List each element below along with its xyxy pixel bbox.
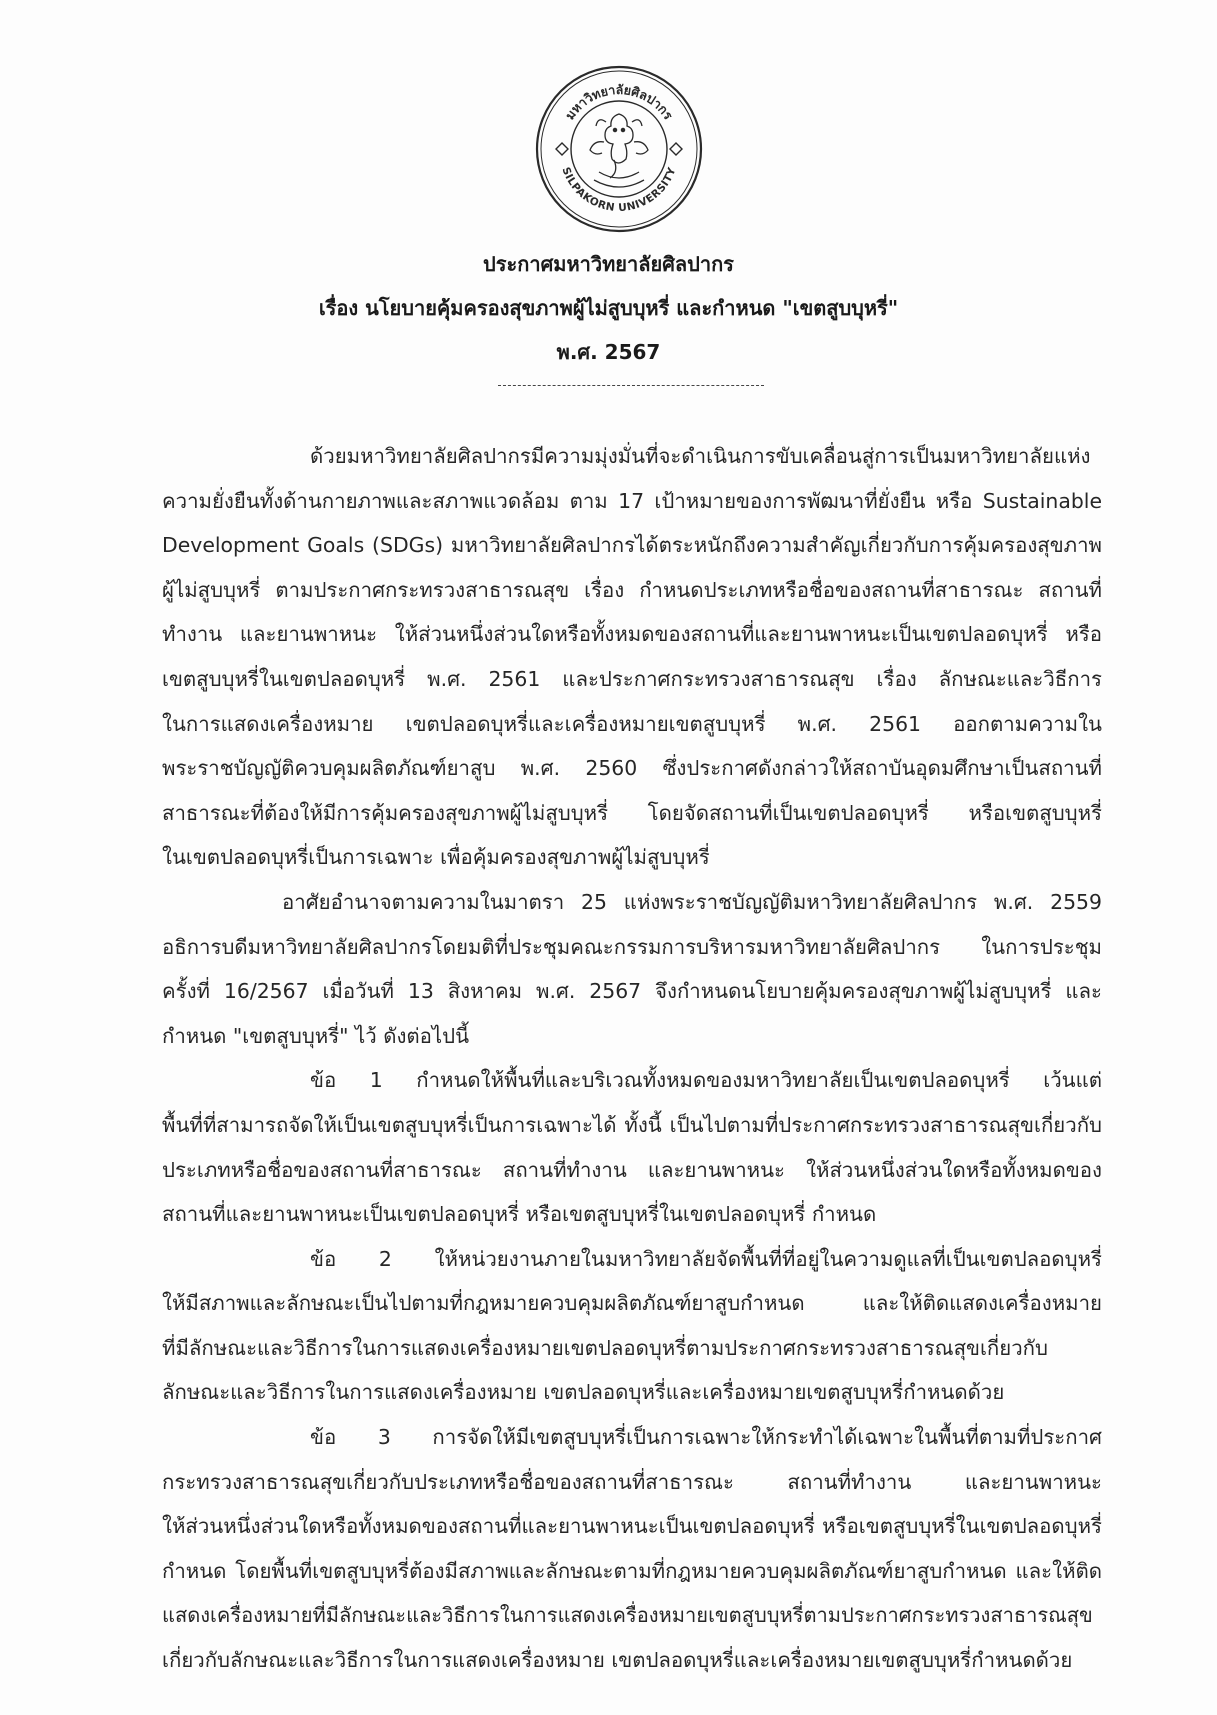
body-line: พื้นที่ที่สามารถจัดให้เป็นเขตสูบบุหรี่เป็นการเฉพาะได้ ทั้งนี้ เป็นไปตามที่ประกาศกระทรวงสาธารณสุขเกี่ยวกับ — [162, 1112, 1102, 1137]
body-line: ในเขตปลอดบุหรี่เป็นการเฉพาะ เพื่อคุ้มครองสุขภาพผู้ไม่สูบบุหรี่ — [162, 845, 710, 870]
svg-text:มหาวิทยาลัยศิลปากร — [562, 82, 676, 123]
body-line: ให้มีสภาพและลักษณะเป็นไปตามที่กฎหมายควบคุมผลิตภัณฑ์ยาสูบกำหนด และให้ติดแสดงเครื่องหมาย — [162, 1291, 1102, 1316]
seal-emblem-icon — [534, 64, 704, 234]
body-line: เขตสูบบุหรี่ในเขตปลอดบุหรี่ พ.ศ. 2561 และประกาศกระทรวงสาธารณสุข เรื่อง ลักษณะและวิธีการ — [162, 666, 1102, 691]
body-line: กระทรวงสาธารณสุขเกี่ยวกับประเภทหรือชื่อของสถานที่สาธารณะ สถานที่ทำงาน และยานพาหนะ — [162, 1469, 1102, 1494]
seal-arc-top-text: มหาวิทยาลัยศิลปากร — [561, 81, 677, 123]
body-line: อาศัยอำนาจตามความในมาตรา 25 แห่งพระราชบัญญัติมหาวิทยาลัยศิลปากร พ.ศ. 2559 — [282, 889, 1102, 914]
body-line: ประเภทหรือชื่อของสถานที่สาธารณะ สถานที่ทำงาน และยานพาหนะ ให้ส่วนหนึ่งส่วนใดหรือทั้งหมดของ — [162, 1157, 1102, 1182]
university-seal-logo — [534, 64, 704, 234]
paragraph-preamble — [162, 434, 1102, 880]
body-line: สถานที่และยานพาหนะเป็นเขตปลอดบุหรี่ หรือเขตสูบบุหรี่ในเขตปลอดบุหรี่ กำหนด — [162, 1202, 877, 1227]
paragraph-clause-3 — [162, 1415, 1102, 1683]
body-line: ด้วยมหาวิทยาลัยศิลปากรมีความมุ่งมั่นที่จะดำเนินการขับเคลื่อนสู่การเป็นมหาวิทยาลัยแห่ง — [310, 444, 1091, 468]
body-line: ลักษณะและวิธีการในการแสดงเครื่องหมาย เขตปลอดบุหรี่และเครื่องหมายเขตสูบบุหรี่กำหนดด้วย — [162, 1380, 1005, 1405]
document-subject: เรื่อง นโยบายคุ้มครองสุขภาพผู้ไม่สูบบุหรี่ และกำหนด "เขตสูบบุหรี่" — [318, 296, 899, 320]
paragraph-authority — [162, 880, 1102, 1058]
seal-arc-bottom-text: SILPAKORN UNIVERSITY — [559, 165, 679, 215]
body-line: Development Goals (SDGs) มหาวิทยาลัยศิลปากรได้ตระหนักถึงความสำคัญเกี่ยวกับการคุ้มครองสุขภาพ — [162, 533, 1102, 558]
body-line: ที่มีลักษณะและวิธีการในการแสดงเครื่องหมายเขตปลอดบุหรี่ตามประกาศกระทรวงสาธารณสุขเกี่ยวกับ — [162, 1335, 1048, 1360]
body-line: ผู้ไม่สูบบุหรี่ ตามประกาศกระทรวงสาธารณสุข เรื่อง กำหนดประเภทหรือชื่อของสถานที่สาธารณะ สถานที่ — [162, 577, 1102, 602]
document-body — [162, 434, 1102, 1683]
body-line: ให้ส่วนหนึ่งส่วนใดหรือทั้งหมดของสถานที่และยานพาหนะเป็นเขตปลอดบุหรี่ หรือเขตสูบบุหรี่ในเขตปลอดบุหรี่ — [162, 1514, 1102, 1539]
body-line: ทำงาน และยานพาหนะ ให้ส่วนหนึ่งส่วนใดหรือทั้งหมดของสถานที่และยานพาหนะเป็นเขตปลอดบุหรี่ หรือ — [162, 622, 1102, 647]
body-line: สาธารณะที่ต้องให้มีการคุ้มครองสุขภาพผู้ไม่สูบบุหรี่ โดยจัดสถานที่เป็นเขตปลอดบุหรี่ หรือเขตสูบบุหรี่ — [162, 800, 1102, 825]
title-divider — [498, 385, 764, 386]
body-line: กำหนด โดยพื้นที่เขตสูบบุหรี่ต้องมีสภาพและลักษณะตามที่กฎหมายควบคุมผลิตภัณฑ์ยาสูบกำหนด และให้ติด — [162, 1558, 1102, 1583]
paragraph-clause-2 — [162, 1237, 1102, 1415]
body-line: ในการแสดงเครื่องหมาย เขตปลอดบุหรี่และเครื่องหมายเขตสูบบุหรี่ พ.ศ. 2561 ออกตามความใน — [162, 711, 1102, 736]
body-line: กำหนด "เขตสูบบุหรี่" ไว้ ดังต่อไปนี้ — [162, 1023, 470, 1048]
body-line: พระราชบัญญัติควบคุมผลิตภัณฑ์ยาสูบ พ.ศ. 2560 ซึ่งประกาศดังกล่าวให้สถาบันอุดมศึกษาเป็นสถานที่ — [162, 756, 1102, 781]
document-year: พ.ศ. 2567 — [556, 340, 661, 364]
body-line: ข้อ 3 การจัดให้มีเขตสูบบุหรี่เป็นการเฉพาะให้กระทำได้เฉพาะในพื้นที่ตามที่ประกาศ — [310, 1425, 1102, 1450]
body-line: ข้อ 2 ให้หน่วยงานภายในมหาวิทยาลัยจัดพื้นที่ที่อยู่ในความดูแลที่เป็นเขตปลอดบุหรี่ — [310, 1246, 1102, 1271]
paragraph-clause-1 — [162, 1058, 1102, 1236]
body-line: อธิการบดีมหาวิทยาลัยศิลปากรโดยมติที่ประชุมคณะกรรมการบริหารมหาวิทยาลัยศิลปากร ในการประชุม — [162, 934, 1102, 959]
body-line: ครั้งที่ 16/2567 เมื่อวันที่ 13 สิงหาคม พ.ศ. 2567 จึงกำหนดนโยบายคุ้มครองสุขภาพผู้ไม่สูบบุหรี่ และ — [162, 979, 1102, 1004]
document-title: ประกาศมหาวิทยาลัยศิลปากร — [483, 252, 734, 276]
body-line: แสดงเครื่องหมายที่มีลักษณะและวิธีการในการแสดงเครื่องหมายเขตสูบบุหรี่ตามประกาศกระทรวงสาธารณสุข — [162, 1603, 1093, 1628]
body-line: ความยั่งยืนทั้งด้านกายภาพและสภาพแวดล้อม ตาม 17 เป้าหมายของการพัฒนาที่ยั่งยืน หรือ Sustainable — [162, 488, 1102, 513]
body-line: เกี่ยวกับลักษณะและวิธีการในการแสดงเครื่องหมาย เขตปลอดบุหรี่และเครื่องหมายเขตสูบบุหรี่กำหนดด้วย — [162, 1648, 1073, 1673]
body-line: ข้อ 1 กำหนดให้พื้นที่และบริเวณทั้งหมดของมหาวิทยาลัยเป็นเขตปลอดบุหรี่ เว้นแต่ — [310, 1068, 1102, 1093]
